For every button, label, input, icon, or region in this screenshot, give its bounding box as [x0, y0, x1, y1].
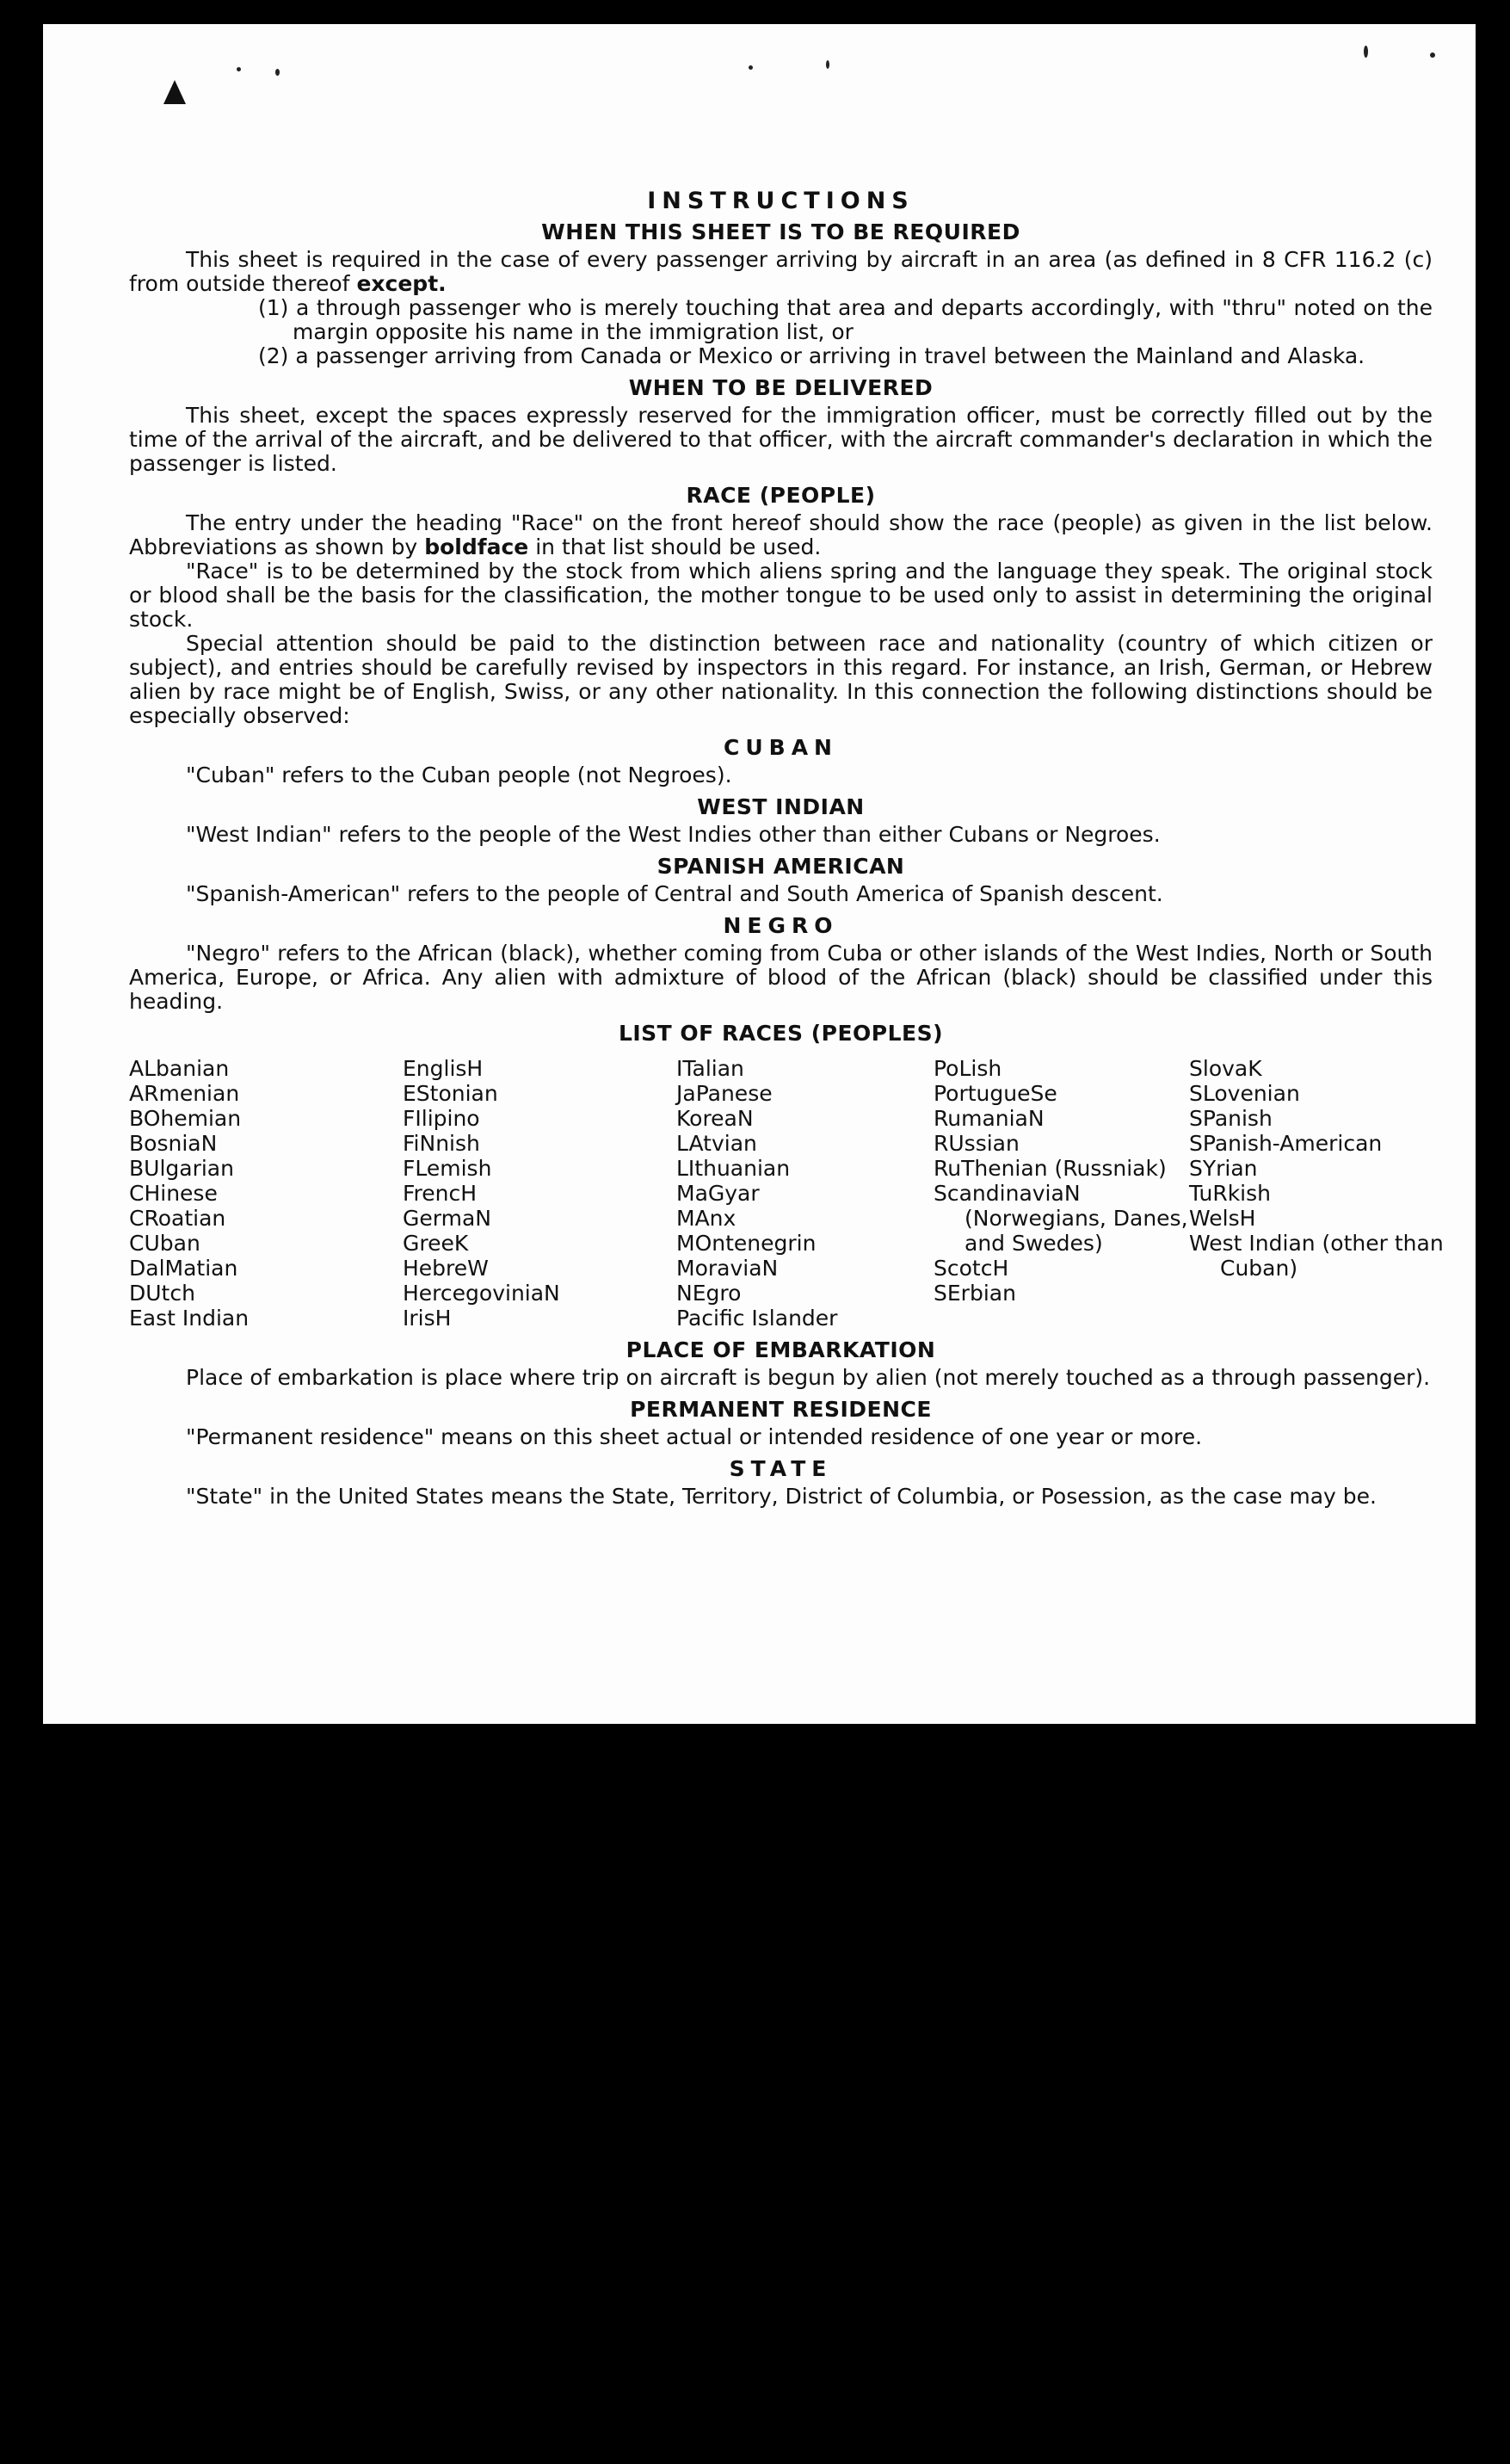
list-item: BosniaN [129, 1131, 218, 1156]
list-item: NEgro [676, 1281, 742, 1306]
list-item: LAtvian [676, 1131, 757, 1156]
section-race [129, 483, 1433, 728]
list-item: DalMatian [129, 1256, 238, 1281]
list-item: SLovenian [1189, 1081, 1300, 1106]
list-item: SPanish [1189, 1106, 1273, 1131]
list-item: CRoatian [129, 1206, 226, 1231]
list-item: LIthuanian [676, 1156, 791, 1181]
section-west-indian [129, 794, 1433, 847]
list-item: RumaniaN [934, 1106, 1045, 1131]
races-column [934, 1056, 1189, 1331]
list-item: CHinese [129, 1181, 218, 1206]
list-item: MoraviaN [676, 1256, 779, 1281]
list-item: (1) a through passenger who is merely touching that area and departs accordingly, with "thru" noted on the margin opposite his name in the immigration list, or [258, 295, 1433, 344]
races-table [129, 1056, 1444, 1331]
section-heading: PLACE OF EMBARKATION [626, 1337, 936, 1362]
list-item: EnglisH [403, 1056, 484, 1081]
section-state [129, 1456, 1433, 1509]
list-item: SErbian [934, 1281, 1016, 1306]
list-item: FIlipino [403, 1106, 480, 1131]
paragraph: Special attention should be paid to the distinction between race and nationality (country of which citizen or subject), and entries should be carefully revised by inspectors in this regard. For instance, an Irish, German, or Hebrew alien by race might be of English, Swiss, or any other nationality. In this connection the following distinctions should be especially observed: [129, 631, 1433, 728]
page-title: INSTRUCTIONS [647, 188, 915, 214]
list-item: BOhemian [129, 1106, 242, 1131]
section-heading: WEST INDIAN [697, 794, 865, 819]
list-item: PortugueSe [934, 1081, 1057, 1106]
speck-icon [275, 69, 280, 76]
list-item: PoLish [934, 1056, 1002, 1081]
section-negro [129, 913, 1433, 1014]
section-heading: WHEN THIS SHEET IS TO BE REQUIRED [541, 219, 1020, 244]
list-item: MOntenegrin [676, 1231, 817, 1256]
list-item: FLemish [403, 1156, 492, 1181]
list-item: RuThenian (Russniak) [934, 1156, 1167, 1181]
speck-icon [237, 67, 241, 71]
races-column [1189, 1056, 1447, 1331]
paragraph: "State" in the United States means the State, Territory, District of Columbia, or Posession, as the case may be. [186, 1484, 1377, 1509]
section-heading: STATE [729, 1456, 833, 1481]
section-heading: NEGRO [723, 913, 839, 938]
list-item: FrencH [403, 1181, 478, 1206]
section-spanish-american [129, 854, 1433, 906]
corner-mark-icon [163, 80, 186, 104]
section-races-list [129, 1021, 1444, 1331]
list-item: TuRkish [1189, 1181, 1271, 1206]
list-item: East Indian [129, 1306, 250, 1331]
list-item: JaPanese [676, 1081, 773, 1106]
list-item: CUban [129, 1231, 200, 1256]
section-cuban [129, 735, 1433, 787]
instruction-sheet [43, 24, 1476, 1724]
paragraph: The entry under the heading "Race" on the front hereof should show the race (people) as given in the list below. Abbreviations as shown by boldface in that list should be used. [129, 510, 1433, 559]
list-item: SPanish-American [1189, 1131, 1383, 1156]
paragraph: "Negro" refers to the African (black), whether coming from Cuba or other islands of the West Indies, North or South America, Europe, or Africa. Any alien with admixture of blood of the African (black) should be classified under this heading. [129, 941, 1433, 1014]
list-item: SlovaK [1189, 1056, 1262, 1081]
list-item: West Indian (other than Cuban) [1189, 1231, 1444, 1281]
paragraph: This sheet, except the spaces expressly reserved for the immigration officer, must be correctly filled out by the time of the arrival of the aircraft, and be delivered to that officer, with the aircraft commander's declaration in which the passenger is listed. [129, 403, 1433, 476]
list-item: HercegoviniaN [403, 1281, 560, 1306]
section-heading: SPANISH AMERICAN [656, 854, 905, 879]
section-heading: PERMANENT RESIDENCE [630, 1397, 932, 1422]
list-item: WelsH [1189, 1206, 1256, 1231]
speck-icon [1430, 52, 1435, 58]
list-item: MaGyar [676, 1181, 760, 1206]
list-item: (Norwegians, Danes, and Swedes) [965, 1206, 1188, 1256]
paragraph: Place of embarkation is place where trip on aircraft is begun by alien (not merely touched as a through passenger). [186, 1365, 1431, 1390]
list-item: FiNnish [403, 1131, 480, 1156]
section-residence [129, 1397, 1433, 1449]
section-heading: RACE (PEOPLE) [686, 483, 876, 508]
section-heading: WHEN TO BE DELIVERED [628, 375, 934, 400]
list-item: ARmenian [129, 1081, 240, 1106]
section-heading: LIST OF RACES (PEOPLES) [618, 1021, 944, 1046]
list-item: ALbanian [129, 1056, 230, 1081]
list-item: EStonian [403, 1081, 498, 1106]
list-item: DUtch [129, 1281, 195, 1306]
list-item: KoreaN [676, 1106, 754, 1131]
list-item: BUlgarian [129, 1156, 234, 1181]
list-item: MAnx [676, 1206, 737, 1231]
paragraph: "Race" is to be determined by the stock from which aliens spring and the language they speak. The original stock or blood shall be the basis for the classification, the mother tongue to be used only to assist in determining the original stock. [129, 559, 1433, 632]
list-item: HebreW [403, 1256, 489, 1281]
section-delivered [129, 375, 1433, 476]
section-required [129, 219, 1433, 368]
section-embarkation [129, 1337, 1433, 1390]
list-item: IrisH [403, 1306, 452, 1331]
list-item: SYrian [1189, 1156, 1258, 1181]
speck-icon [826, 60, 829, 69]
races-column [676, 1056, 934, 1331]
speck-icon [749, 65, 753, 70]
list-item: Pacific Islander [676, 1306, 838, 1331]
list-item: ScandinaviaN [934, 1181, 1081, 1206]
list-item: ScotcH [934, 1256, 1009, 1281]
paragraph: "Spanish-American" refers to the people of Central and South America of Spanish descent. [186, 881, 1163, 906]
list-item: GermaN [403, 1206, 491, 1231]
paragraph: This sheet is required in the case of every passenger arriving by aircraft in an area (as defined in 8 CFR 116.2 (c) from outside thereof except. [129, 247, 1433, 296]
section-heading: CUBAN [724, 735, 838, 760]
paragraph: "West Indian" refers to the people of the West Indies other than either Cubans or Negroes. [186, 822, 1161, 847]
paragraph: "Cuban" refers to the Cuban people (not Negroes). [186, 763, 732, 787]
races-column [403, 1056, 676, 1331]
paragraph: "Permanent residence" means on this sheet actual or intended residence of one year or more. [186, 1424, 1203, 1449]
speck-icon [1364, 46, 1368, 58]
list-item: RUssian [934, 1131, 1020, 1156]
list-item: (2) a passenger arriving from Canada or Mexico or arriving in travel between the Mainland and Alaska. [258, 343, 1365, 368]
races-column [129, 1056, 403, 1331]
list-item: ITalian [676, 1056, 744, 1081]
list-item: GreeK [403, 1231, 469, 1256]
